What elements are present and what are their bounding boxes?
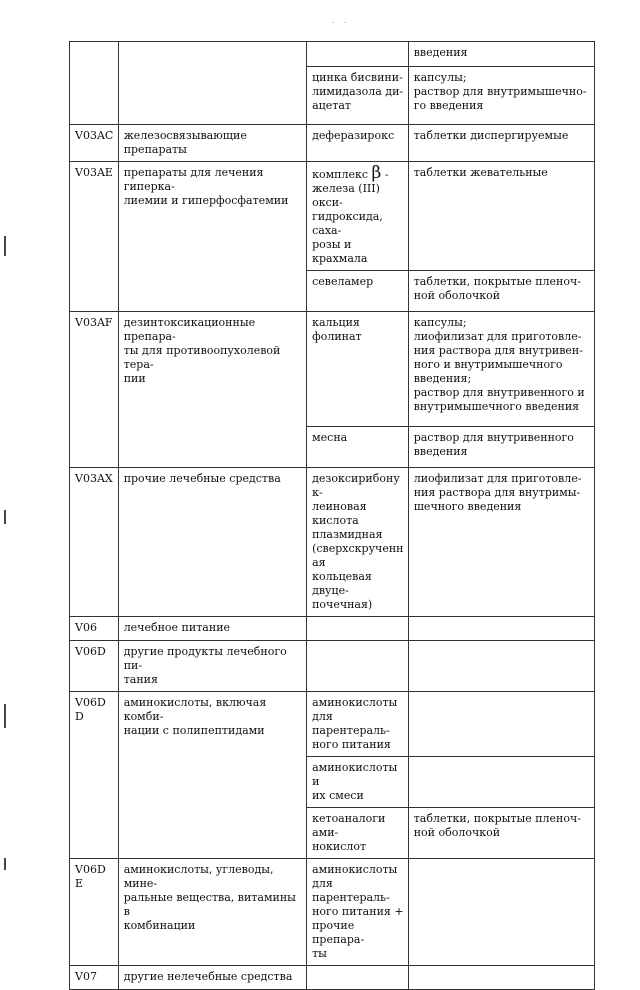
form-cell xyxy=(408,692,594,757)
drug-cell xyxy=(307,162,409,271)
drug-cell: цинка бисвини- лимидазола ди- ацетат xyxy=(307,67,409,125)
table-row xyxy=(70,617,595,641)
group-cell: лечебное питание xyxy=(118,617,306,641)
form-cell: введения xyxy=(408,42,594,67)
atc-code-cell xyxy=(70,42,119,125)
margin-mark xyxy=(4,510,6,524)
drug-cell: аминокислоты и их смеси xyxy=(307,757,409,808)
drug-cell xyxy=(307,617,409,641)
table-row xyxy=(70,162,595,271)
drug-cell: месна xyxy=(307,427,409,468)
form-cell: лиофилизат для приготовле- ния раствора для внутримы- шечного введения xyxy=(408,468,594,617)
drug-cell: кетоаналоги ами- нокислот xyxy=(307,808,409,859)
table-row xyxy=(70,312,595,427)
atc-code-cell: V03AX xyxy=(70,468,119,617)
scan-speck: . . xyxy=(332,16,350,26)
form-cell: таблетки, покрытые пленоч- ной оболочкой xyxy=(408,808,594,859)
form-cell xyxy=(408,859,594,966)
atc-code-cell: V03AC xyxy=(70,125,119,162)
drug-table xyxy=(69,41,595,990)
table-row xyxy=(70,468,595,617)
drug-name-prefix: комплекс xyxy=(312,168,372,181)
drug-name-suffix: - железа (III) окси- гидроксида, саха- розы и крахмала xyxy=(312,168,389,265)
form-cell: капсулы; раствор для внутримышечно- го введения xyxy=(408,67,594,125)
margin-mark xyxy=(4,704,6,728)
form-cell xyxy=(408,641,594,692)
atc-code-cell: V03AF xyxy=(70,312,119,468)
group-cell xyxy=(118,42,306,125)
group-cell: дезинтоксикационные препара- ты для противоопухолевой тера- пии xyxy=(118,312,306,468)
drug-cell: аминокислоты для парентераль- ного питания + прочие препара- ты xyxy=(307,859,409,966)
group-cell: прочие лечебные средства xyxy=(118,468,306,617)
form-cell: таблетки жевательные xyxy=(408,162,594,271)
group-cell: аминокислоты, углеводы, мине- ральные вещества, витамины в комбинации xyxy=(118,859,306,966)
margin-mark xyxy=(4,858,6,870)
table-row xyxy=(70,641,595,692)
atc-code-cell: V06DE xyxy=(70,859,119,966)
group-cell: железосвязывающие препараты xyxy=(118,125,306,162)
drug-cell: кальция фолинат xyxy=(307,312,409,427)
margin-mark xyxy=(4,236,6,256)
drug-cell xyxy=(307,42,409,67)
atc-code-cell: V03AE xyxy=(70,162,119,312)
form-cell: капсулы; лиофилизат для приготовле- ния раствора для внутривен- ного и внутримышечного введения; раствор для внутривенного и внутримышечного введения xyxy=(408,312,594,427)
drug-cell: дезоксирибонук- леиновая кислота плазмидная (сверхскрученная кольцевая двуце- почечная) xyxy=(307,468,409,617)
group-cell: препараты для лечения гиперка- лиемии и гиперфосфатемии xyxy=(118,162,306,312)
form-cell: таблетки диспергируемые xyxy=(408,125,594,162)
group-cell: другие продукты лечебного пи- тания xyxy=(118,641,306,692)
group-cell: аминокислоты, включая комби- нации с полипептидами xyxy=(118,692,306,859)
table-row xyxy=(70,692,595,757)
form-cell xyxy=(408,757,594,808)
drug-cell: деферазирокс xyxy=(307,125,409,162)
atc-code-cell: V06D xyxy=(70,641,119,692)
table-row xyxy=(70,125,595,162)
atc-code-cell: V07 xyxy=(70,966,119,990)
table-row xyxy=(70,966,595,990)
drug-cell: аминокислоты для парентераль- ного питания xyxy=(307,692,409,757)
drug-cell xyxy=(307,641,409,692)
atc-code-cell: V06 xyxy=(70,617,119,641)
group-cell: другие нелечебные средства xyxy=(118,966,306,990)
drug-cell xyxy=(307,966,409,990)
table-row xyxy=(70,859,595,966)
table-row xyxy=(70,42,595,67)
atc-code-cell: V06DD xyxy=(70,692,119,859)
form-cell xyxy=(408,966,594,990)
form-cell: таблетки, покрытые пленоч- ной оболочкой xyxy=(408,271,594,312)
beta-symbol: β xyxy=(371,163,382,183)
drug-cell: севеламер xyxy=(307,271,409,312)
form-cell: раствор для внутривенного введения xyxy=(408,427,594,468)
form-cell xyxy=(408,617,594,641)
